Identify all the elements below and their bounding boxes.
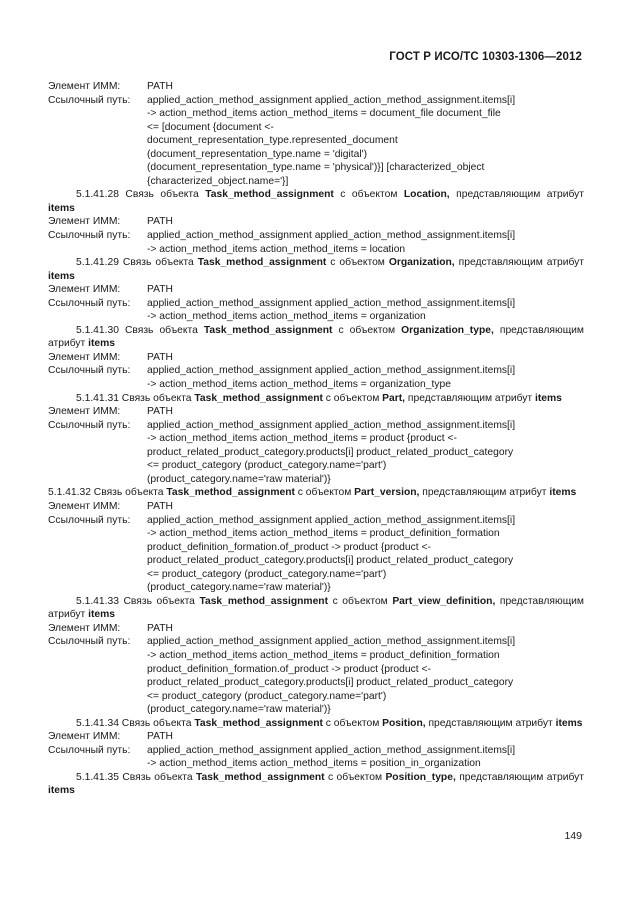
heading-text: 5.1.41.28 Связь объекта <box>76 189 206 201</box>
field-value <box>147 730 584 744</box>
value-line: product_definition_formation.of_product -> product {product <- <box>147 663 431 675</box>
field-value <box>147 80 584 94</box>
value-line: (product_category.name='raw material')} <box>147 582 331 594</box>
field-value <box>147 514 584 595</box>
heading-text: представляющим атрибут <box>425 717 556 729</box>
heading-text: 5.1.41.32 Связь объекта <box>48 487 167 499</box>
document-header: ГОСТ Р ИСО/ТС 10303-1306—2012 <box>389 51 582 63</box>
heading-text: с объектом <box>326 257 389 269</box>
field-label: Ссылочный путь: <box>48 514 131 526</box>
value-line: PATH <box>147 216 173 228</box>
field-value <box>147 229 584 256</box>
value-line: <= product_category (product_category.name='part') <box>147 690 387 702</box>
value-line: {characterized_object.name='}] <box>147 175 289 187</box>
heading-text: 5.1.41.34 Связь объекта <box>76 717 195 729</box>
value-line: <= product_category (product_category.name='part') <box>147 460 387 472</box>
entity-name: Position, <box>382 717 426 729</box>
reference-path-row <box>48 229 584 256</box>
field-value <box>147 500 584 514</box>
value-line: (product_category.name='raw material')} <box>147 704 331 716</box>
value-line: -> action_method_items action_method_items = organization <box>147 311 426 323</box>
aim-element-row <box>48 622 584 636</box>
field-label: Элемент ИММ: <box>48 284 121 296</box>
value-line: applied_action_method_assignment applied_action_method_assignment.items[i] <box>147 636 516 648</box>
field-value <box>147 419 584 487</box>
document-body <box>48 80 584 798</box>
entity-name: Task_method_assignment <box>203 324 333 336</box>
field-label: Элемент ИММ: <box>48 731 121 743</box>
aim-element-row <box>48 405 584 419</box>
field-value <box>147 297 584 324</box>
aim-element-row <box>48 215 584 229</box>
aim-element-row <box>48 283 584 297</box>
aim-element-row <box>48 80 584 94</box>
entity-name: items <box>48 785 75 797</box>
reference-path-row <box>48 744 584 771</box>
heading-text: с объектом <box>322 717 383 729</box>
section-heading <box>48 717 584 731</box>
value-line: PATH <box>147 284 173 296</box>
entity-name: Part_view_definition, <box>392 595 496 607</box>
entity-name: Task_method_assignment <box>194 717 323 729</box>
value-line: <= product_category (product_category.name='part') <box>147 568 387 580</box>
field-label: Ссылочный путь: <box>48 297 131 309</box>
heading-text: представляющим атрибут <box>405 392 535 404</box>
heading-text: с объектом <box>333 189 404 201</box>
aim-element-row <box>48 351 584 365</box>
value-line: -> action_method_items action_method_items = location <box>147 243 406 255</box>
entity-name: Task_method_assignment <box>205 189 334 201</box>
field-value <box>147 405 584 419</box>
reference-path-row <box>48 514 584 595</box>
heading-text: 5.1.41.29 Связь объекта <box>76 257 198 269</box>
value-line: PATH <box>147 81 173 92</box>
value-line: applied_action_method_assignment applied_action_method_assignment.items[i] <box>147 297 516 309</box>
field-label: Элемент ИММ: <box>48 406 121 418</box>
entity-name: items <box>48 270 75 282</box>
value-line: (document_representation_type.name = 'digital') <box>147 148 368 160</box>
field-label: Ссылочный путь: <box>48 230 131 242</box>
value-line: applied_action_method_assignment applied_action_method_assignment.items[i] <box>147 94 516 106</box>
entity-name: items <box>88 609 115 621</box>
field-label: Элемент ИММ: <box>48 216 121 228</box>
reference-path-row <box>48 364 584 391</box>
entity-name: items <box>88 338 115 350</box>
section-heading <box>48 486 584 500</box>
field-label: Элемент ИММ: <box>48 500 121 512</box>
field-label: Ссылочный путь: <box>48 744 131 756</box>
section-heading <box>48 188 584 215</box>
value-line: -> action_method_items action_method_items = product_definition_formation <box>147 649 500 661</box>
heading-text: 5.1.41.35 Связь объекта <box>76 771 197 783</box>
heading-text: представляющим атрибут <box>48 324 585 350</box>
entity-name: Organization, <box>388 257 455 269</box>
heading-text: представляющим атрибут <box>48 595 584 621</box>
value-line: PATH <box>147 731 173 743</box>
heading-text: с объектом <box>332 324 402 336</box>
entity-name: Task_method_assignment <box>199 595 329 607</box>
value-line: PATH <box>147 406 173 418</box>
field-value <box>147 364 584 391</box>
value-line: (product_category.name='raw material')} <box>147 473 331 485</box>
entity-name: Task_method_assignment <box>166 487 295 499</box>
field-label: Элемент ИММ: <box>48 81 121 92</box>
value-line: (document_representation_type.name = 'physical')}] [characterized_object <box>147 162 485 174</box>
reference-path-row <box>48 419 584 487</box>
field-label: Ссылочный путь: <box>48 636 131 648</box>
heading-text: представляющим атрибут <box>419 487 550 499</box>
heading-text: с объектом <box>324 771 386 783</box>
aim-element-row <box>48 500 584 514</box>
heading-text: 5.1.41.31 Связь объекта <box>76 392 195 404</box>
value-line: -> action_method_items action_method_items = product {product <- <box>147 433 457 445</box>
field-label: Ссылочный путь: <box>48 419 131 431</box>
field-label: Элемент ИММ: <box>48 351 121 363</box>
section-heading <box>48 256 584 283</box>
entity-name: Part_version, <box>354 487 420 499</box>
value-line: <= [document {document <- <box>147 121 274 133</box>
entity-name: Task_method_assignment <box>196 771 325 783</box>
heading-text: с объектом <box>294 487 355 499</box>
value-line: product_related_product_category.products[i] product_related_product_category <box>147 555 514 567</box>
entity-name: items <box>549 487 577 499</box>
section-heading <box>48 324 584 351</box>
value-line: -> action_method_items action_method_items = product_definition_formation <box>147 528 500 540</box>
value-line: product_related_product_category.products[i] product_related_product_category <box>147 446 514 458</box>
field-value <box>147 622 584 636</box>
heading-text: с объектом <box>322 392 383 404</box>
value-line: applied_action_method_assignment applied_action_method_assignment.items[i] <box>147 744 516 756</box>
entity-name: Task_method_assignment <box>194 392 323 404</box>
section-heading <box>48 595 584 622</box>
field-label: Ссылочный путь: <box>48 94 131 106</box>
value-line: -> action_method_items action_method_items = organization_type <box>147 379 451 391</box>
entity-name: Part, <box>382 392 406 404</box>
value-line: -> action_method_items action_method_items = position_in_organization <box>147 758 481 770</box>
heading-text: 5.1.41.30 Связь объекта <box>76 324 204 336</box>
value-line: applied_action_method_assignment applied_action_method_assignment.items[i] <box>147 365 516 377</box>
value-line: -> action_method_items action_method_items = document_file document_file <box>147 108 501 120</box>
entity-name: Position_type, <box>385 771 456 783</box>
reference-path-row <box>48 297 584 324</box>
value-line: product_related_product_category.products[i] product_related_product_category <box>147 677 514 689</box>
page-number: 149 <box>564 830 582 842</box>
section-heading <box>48 392 584 406</box>
value-line: PATH <box>147 500 173 512</box>
field-label: Элемент ИММ: <box>48 622 121 634</box>
heading-text: представляющим атрибут <box>455 771 584 783</box>
field-value <box>147 283 584 297</box>
aim-element-row <box>48 730 584 744</box>
value-line: PATH <box>147 351 173 363</box>
section-heading <box>48 771 584 798</box>
field-value <box>147 351 584 365</box>
entity-name: items <box>535 392 562 404</box>
entity-name: items <box>48 202 75 214</box>
field-label: Ссылочный путь: <box>48 365 131 377</box>
heading-text: 5.1.41.33 Связь объекта <box>76 595 200 607</box>
entity-name: items <box>555 717 583 729</box>
value-line: applied_action_method_assignment applied_action_method_assignment.items[i] <box>147 230 516 242</box>
value-line: applied_action_method_assignment applied_action_method_assignment.items[i] <box>147 419 516 431</box>
field-value <box>147 744 584 771</box>
entity-name: Organization_type, <box>401 324 494 336</box>
heading-text: представляющим атрибут <box>449 189 584 201</box>
value-line: document_representation_type.represented_document <box>147 135 398 147</box>
value-line: applied_action_method_assignment applied_action_method_assignment.items[i] <box>147 514 516 526</box>
entity-name: Location, <box>403 189 450 201</box>
entity-name: Task_method_assignment <box>197 257 327 269</box>
field-value <box>147 635 584 716</box>
field-value <box>147 94 584 189</box>
field-value <box>147 215 584 229</box>
value-line: product_definition_formation.of_product -> product {product <- <box>147 541 431 553</box>
reference-path-row <box>48 635 584 716</box>
value-line: PATH <box>147 622 173 634</box>
reference-path-row <box>48 94 584 189</box>
heading-text: с объектом <box>328 595 393 607</box>
heading-text: представляющим атрибут <box>454 257 584 269</box>
